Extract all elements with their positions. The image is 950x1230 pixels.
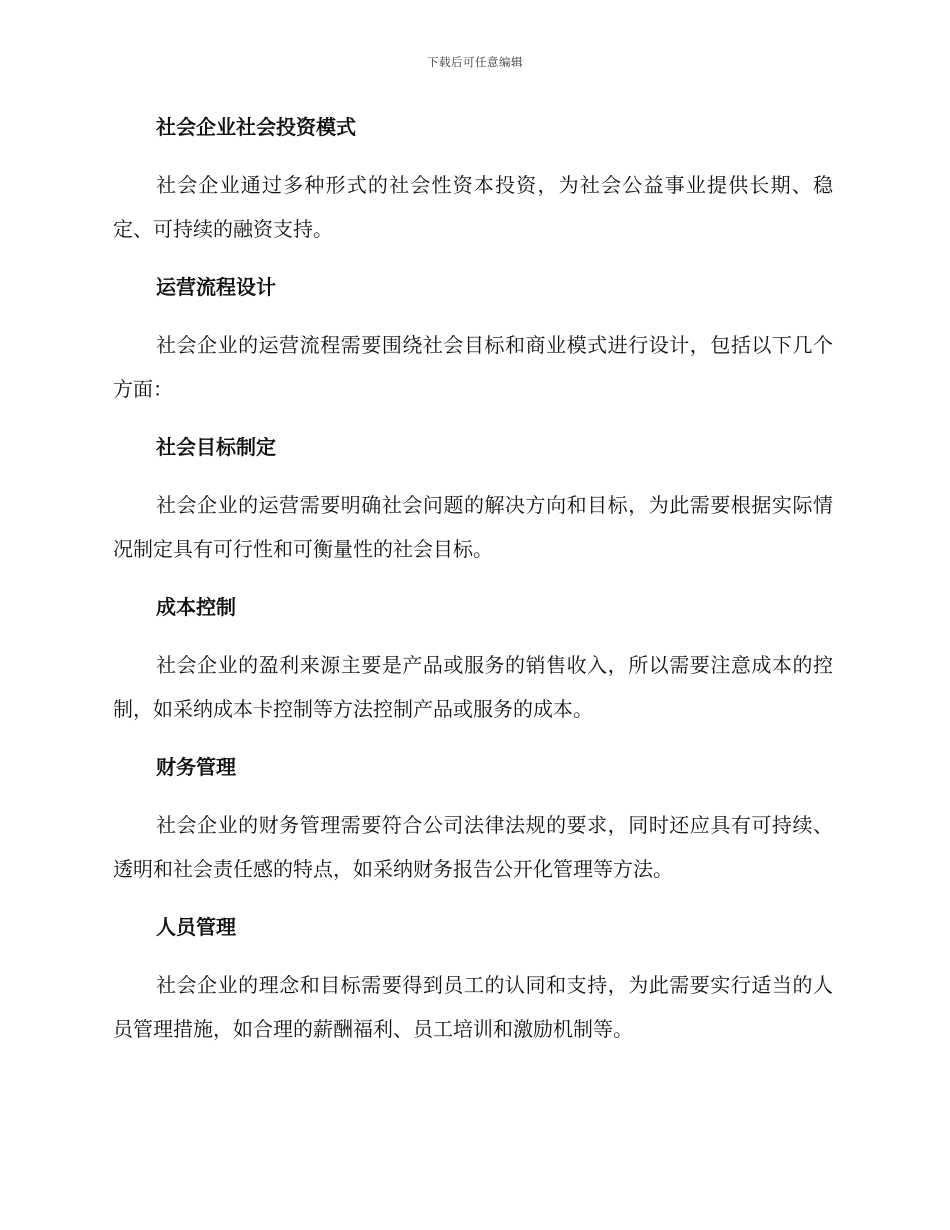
section-paragraph-financial-management: 社会企业的财务管理需要符合公司法律法规的要求，同时还应具有可持续、透明和社会责任感的特点，如采纳财务报告公开化管理等方法。 [113,813,833,881]
document-body [113,105,833,1065]
section-heading-social-investment: 社会企业社会投资模式 [156,115,356,139]
section-heading-operation-process: 运营流程设计 [156,275,276,299]
section-heading-financial-management: 财务管理 [156,755,236,779]
section-heading-personnel-management: 人员管理 [156,915,236,939]
section-paragraph-social-goals: 社会企业的运营需要明确社会问题的解决方向和目标，为此需要根据实际情况制定具有可行性和可衡量性的社会目标。 [113,493,833,561]
section-paragraph-social-investment: 社会企业通过多种形式的社会性资本投资，为社会公益事业提供长期、稳定、可持续的融资支持。 [113,173,833,241]
section-heading-cost-control: 成本控制 [156,595,236,619]
section-paragraph-personnel-management: 社会企业的理念和目标需要得到员工的认同和支持，为此需要实行适当的人员管理措施，如合理的薪酬福利、员工培训和激励机制等。 [113,973,833,1041]
section-paragraph-operation-process: 社会企业的运营流程需要围绕社会目标和商业模式进行设计，包括以下几个方面： [113,333,833,401]
section-paragraph-cost-control: 社会企业的盈利来源主要是产品或服务的销售收入，所以需要注意成本的控制，如采纳成本卡控制等方法控制产品或服务的成本。 [113,653,833,721]
section-heading-social-goals: 社会目标制定 [156,435,276,459]
page-header: 下载后可任意编辑 [427,55,523,69]
